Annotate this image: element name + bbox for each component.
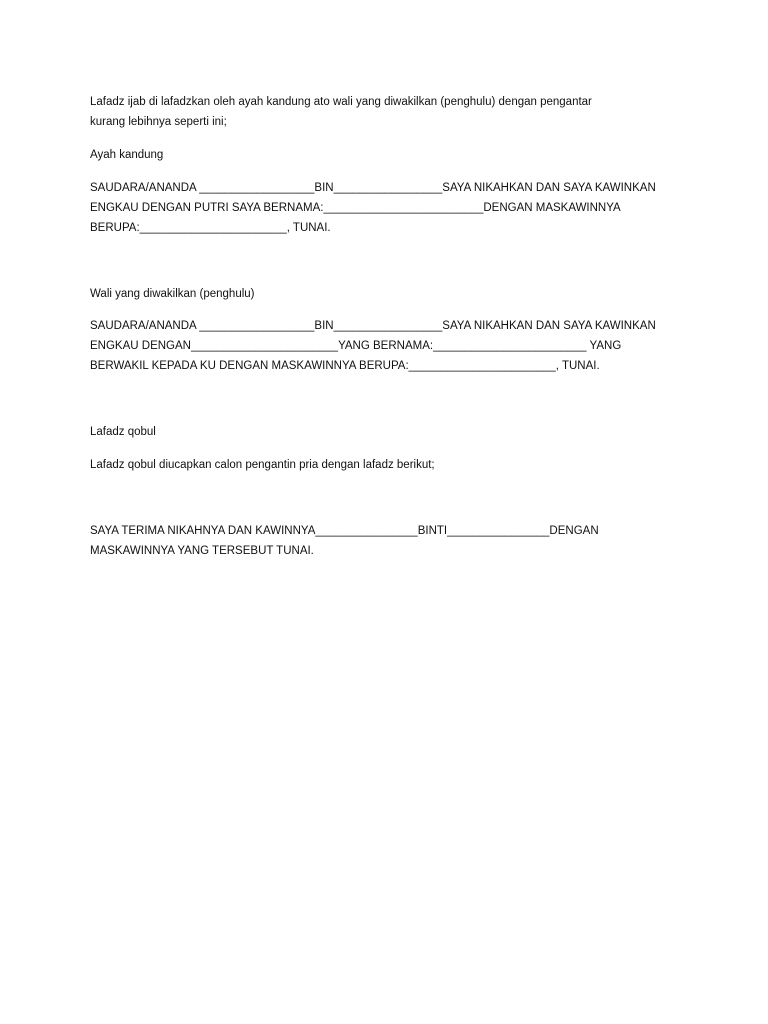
wali-ijab-line-3: BERWAKIL KEPADA KU DENGAN MASKAWINNYA BERUPA:_______________________, TUNAI. xyxy=(90,360,600,372)
ayah-ijab-line-2: ENGKAU DENGAN PUTRI SAYA BERNAMA:_________________________DENGAN MASKAWINNYA xyxy=(90,202,621,214)
qobul-intro: Lafadz qobul diucapkan calon pengantin pria dengan lafadz berikut; xyxy=(90,459,435,471)
qobul-line-2: MASKAWINNYA YANG TERSEBUT TUNAI. xyxy=(90,545,314,557)
ayah-kandung-heading: Ayah kandung xyxy=(90,149,164,161)
intro-line-1: Lafadz ijab di lafadzkan oleh ayah kandung ato wali yang diwakilkan (penghulu) dengan pengantar xyxy=(90,96,592,108)
wali-ijab-line-1: SAUDARA/ANANDA __________________BIN_________________SAYA NIKAHKAN DAN SAYA KAWINKAN xyxy=(90,320,656,332)
intro-line-2: kurang lebihnya seperti ini; xyxy=(90,116,227,128)
qobul-heading: Lafadz qobul xyxy=(90,426,156,438)
qobul-line-1: SAYA TERIMA NIKAHNYA DAN KAWINNYA________________BINTI________________DENGAN xyxy=(90,525,599,537)
ayah-ijab-line-3: BERUPA:_______________________, TUNAI. xyxy=(90,222,331,234)
wali-heading: Wali yang diwakilkan (penghulu) xyxy=(90,288,255,300)
wali-ijab-line-2: ENGKAU DENGAN_______________________YANG BERNAMA:________________________ YANG xyxy=(90,340,622,352)
ayah-ijab-line-1: SAUDARA/ANANDA __________________BIN_________________SAYA NIKAHKAN DAN SAYA KAWINKAN xyxy=(90,182,656,194)
